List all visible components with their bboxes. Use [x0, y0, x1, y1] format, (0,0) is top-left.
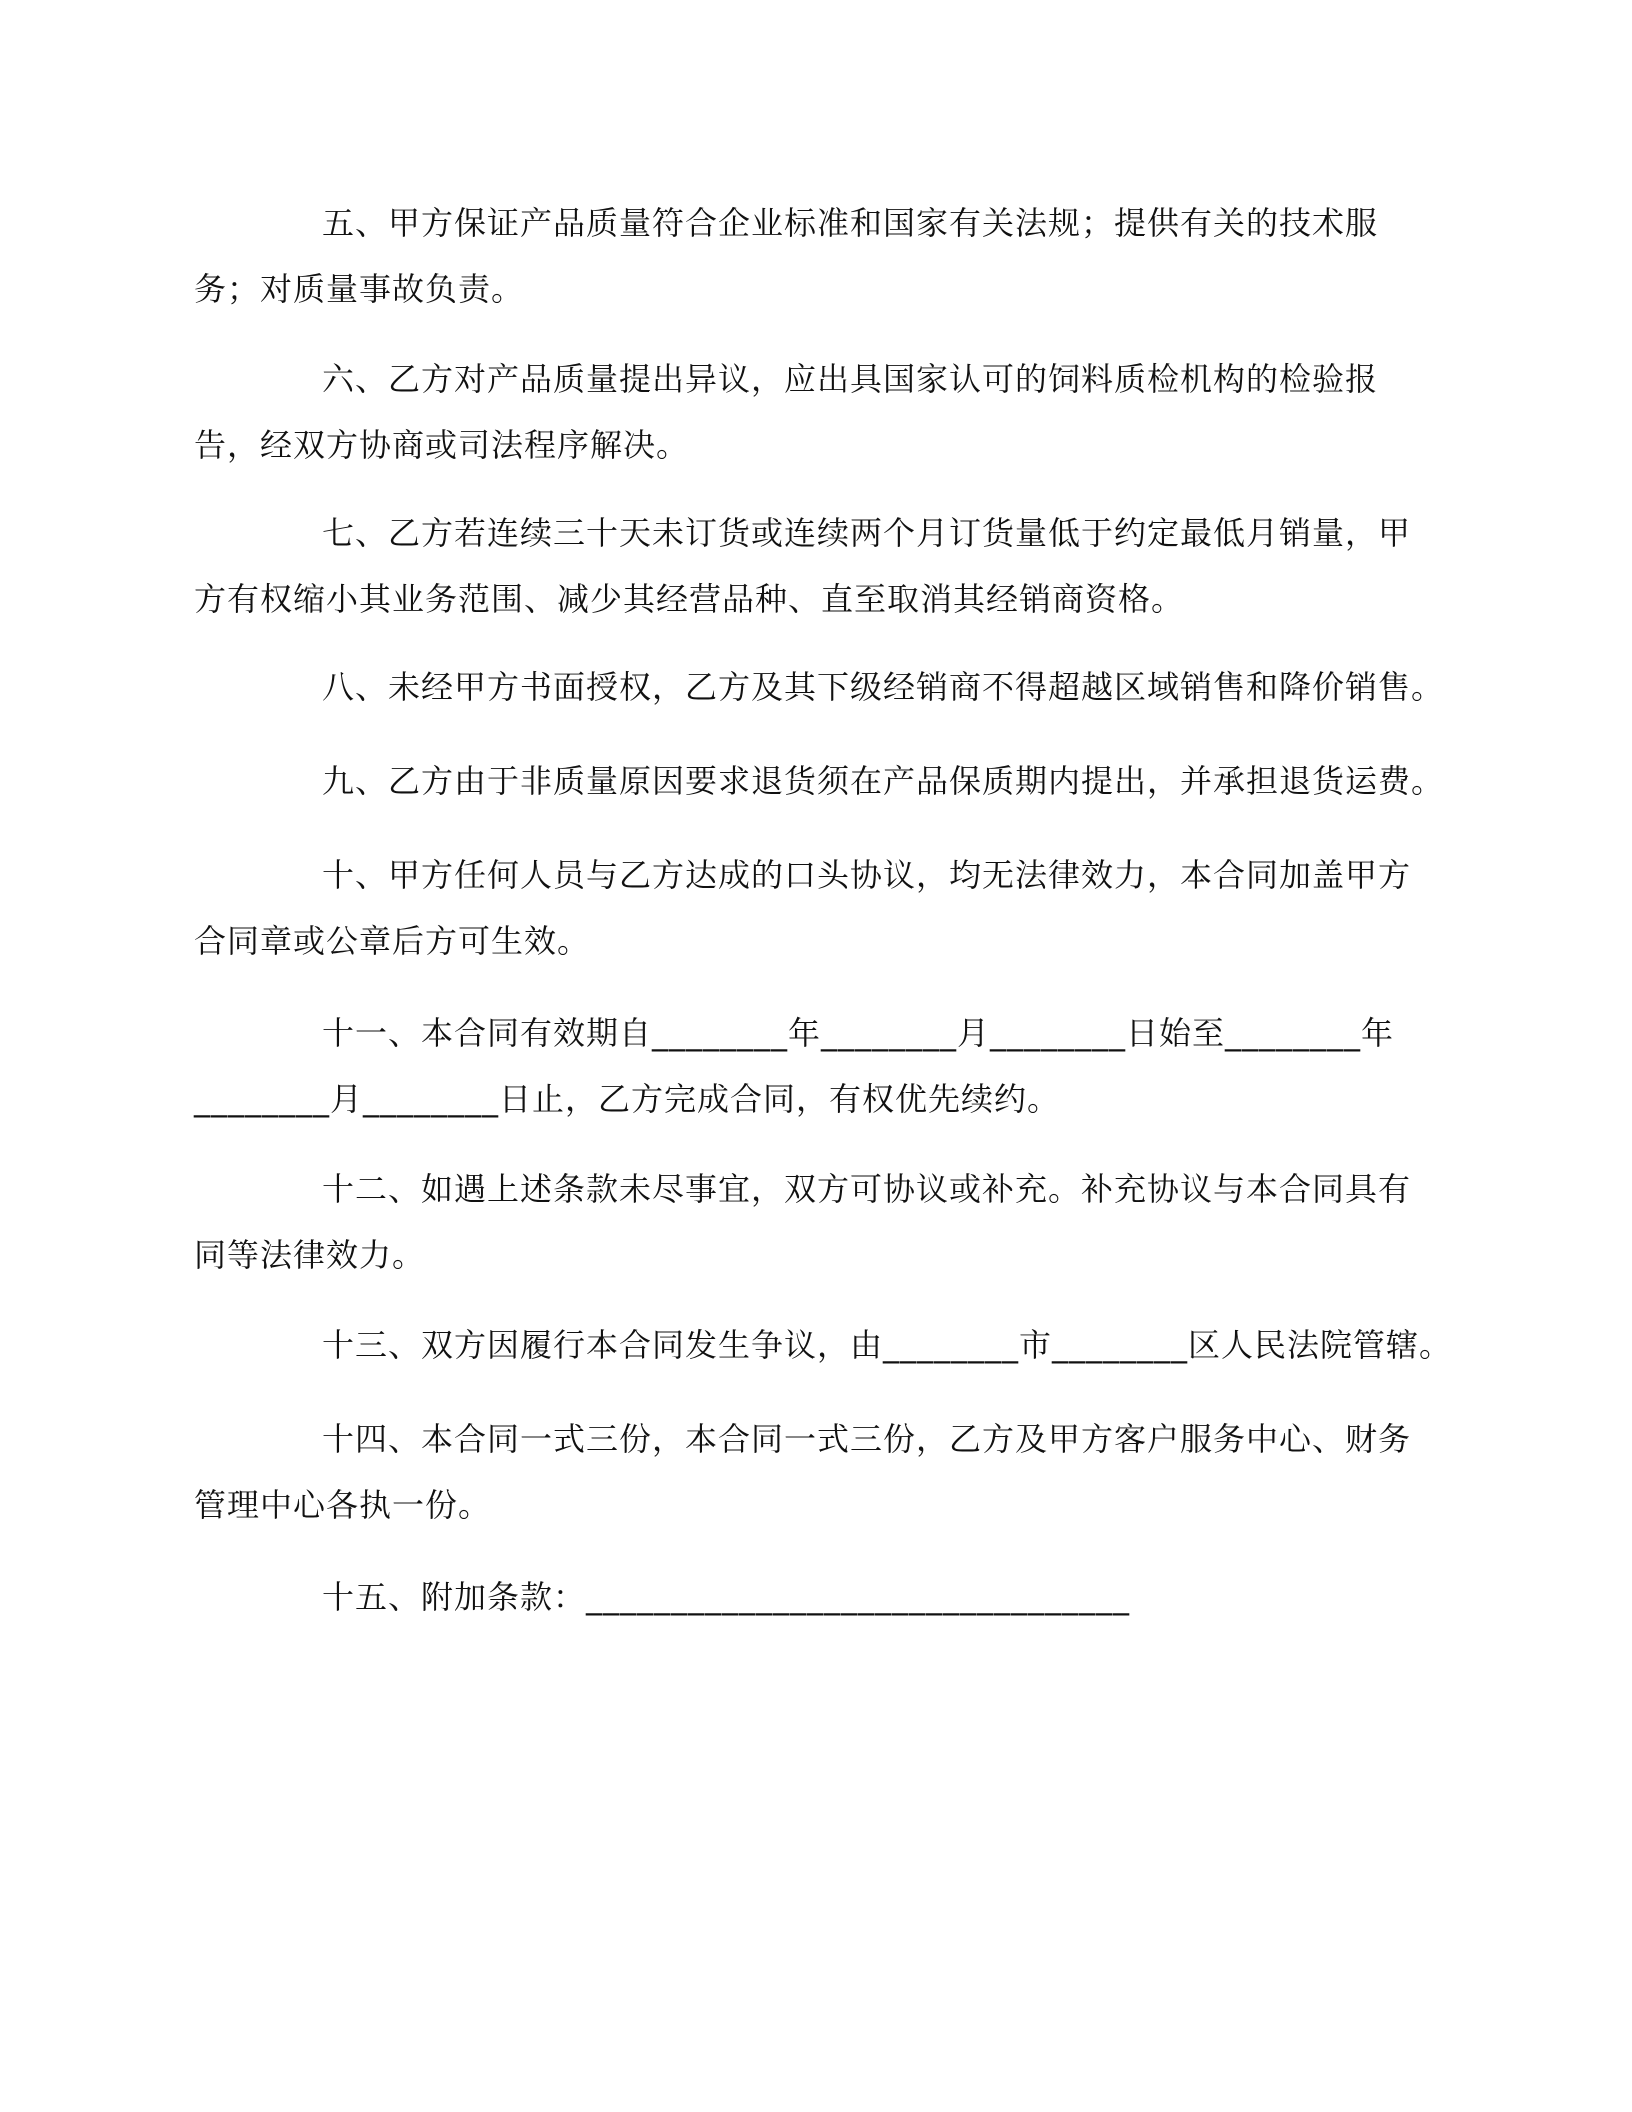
clause-12: 十二、如遇上述条款未尽事宜，双方可协议或补充。补充协议与本合同具有同等法律效力。 — [194, 1170, 1412, 1274]
clause-9: 九、乙方由于非质量原因要求退货须在产品保质期内提出，并承担退货运费。 — [322, 762, 1445, 800]
clause-10: 十、甲方任何人员与乙方达成的口头协议，均无法律效力，本合同加盖甲方合同章或公章后方可生效。 — [194, 856, 1412, 960]
clause-14: 十四、本合同一式三份，本合同一式三份，乙方及甲方客户服务中心、财务管理中心各执一份。 — [194, 1420, 1412, 1524]
clause-5: 五、甲方保证产品质量符合企业标准和国家有关法规；提供有关的技术服务；对质量事故负责。 — [194, 204, 1379, 308]
clause-8: 八、未经甲方书面授权，乙方及其下级经销商不得超越区域销售和降价销售。 — [322, 668, 1445, 706]
clause-13: 十三、双方因履行本合同发生争议，由________市________区人民法院管辖。 — [322, 1326, 1453, 1364]
clause-6: 六、乙方对产品质量提出异议，应出具国家认可的饲料质检机构的检验报告，经双方协商或司法程序解决。 — [194, 360, 1379, 464]
clause-7: 七、乙方若连续三十天未订货或连续两个月订货量低于约定最低月销量，甲方有权缩小其业务范围、减少其经营品种、直至取消其经销商资格。 — [194, 514, 1412, 618]
clause-15: 十五、附加条款：________________________________ — [322, 1578, 1131, 1616]
clause-11: 十一、本合同有效期自________年________月________日始至________年________月________日止，乙方完成合同，有权优先续约。 — [194, 1014, 1395, 1118]
